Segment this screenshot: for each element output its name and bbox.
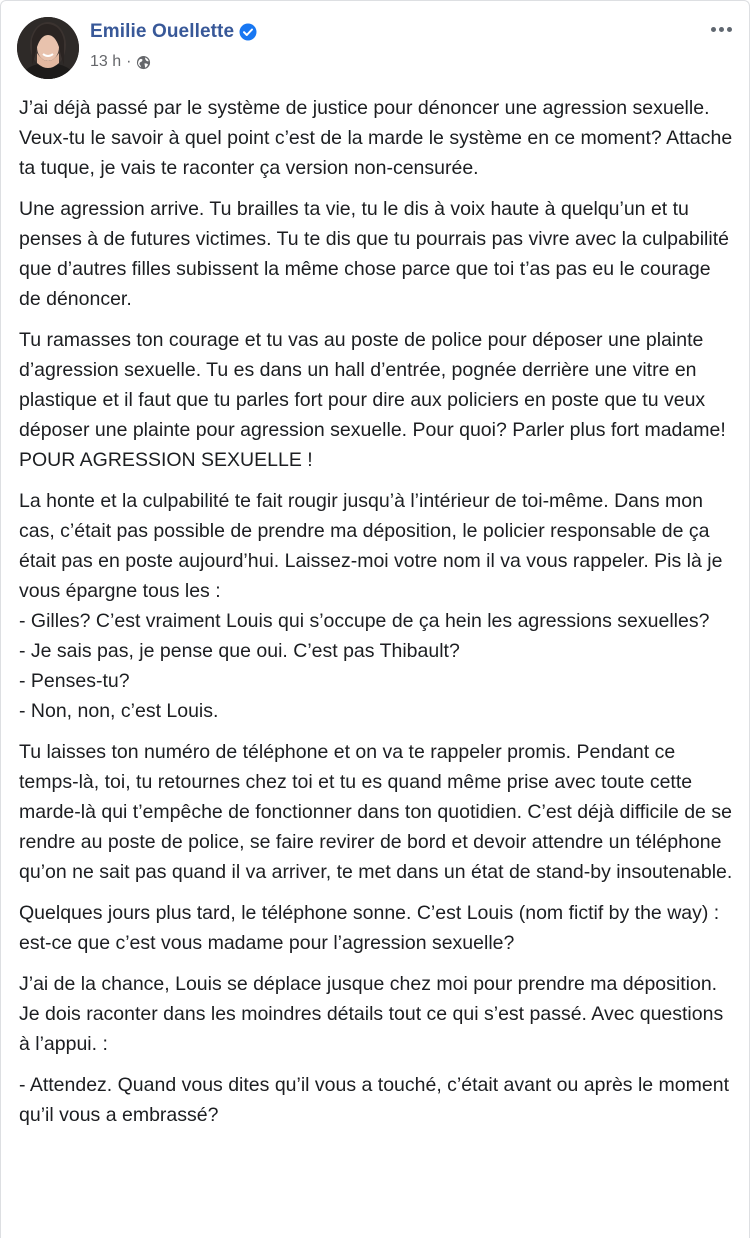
meta-separator: · bbox=[126, 53, 132, 70]
post-paragraph: Une agression arrive. Tu brailles ta vie, tu le dis à voix haute à quelqu’un et tu penses à de futures victimes. Tu te dis que tu pourrais pas vivre avec la culpabilité que d’autres filles subissent la même chose parce que toi t’as pas eu le courage de dénoncer. bbox=[19, 198, 729, 310]
author-name[interactable]: Emilie Ouellette bbox=[90, 21, 235, 42]
more-dot bbox=[727, 27, 732, 32]
post-paragraph: La honte et la culpabilité te fait rougir jusqu’à l’intérieur de toi-même. Dans mon cas, c’était pas possible de prendre ma déposition, le policier responsable de ça était pas en poste aujourd’hui. Laissez-moi votre nom il va vous rappeler. Pis là je vous épargne tous les : - Gilles? C’est vraiment Louis qui s’occupe de ça hein les agressions sexuelles? - Je sais pas, je pense que oui. C’est pas Thibault? - Penses-tu? - Non, non, c’est Louis. bbox=[19, 490, 723, 722]
author-line bbox=[90, 21, 257, 43]
post-paragraph: J’ai de la chance, Louis se déplace jusque chez moi pour prendre ma déposition. Je dois raconter dans les moindres détails tout ce qui s’est passé. Avec questions à l’appui. : bbox=[19, 973, 724, 1055]
avatar-image bbox=[17, 17, 79, 79]
post-paragraph: Tu ramasses ton courage et tu vas au poste de police pour déposer une plainte d’agression sexuelle. Tu es dans un hall d’entrée, pognée derrière une vitre en plastique et il faut que tu parles fort pour dire aux policiers en poste que tu veux déposer une plainte pour agression sexuelle. Pour quoi? Parler plus fort madame! POUR AGRESSION SEXUELLE ! bbox=[19, 329, 726, 471]
post-header bbox=[1, 1, 749, 91]
verified-badge-icon bbox=[239, 23, 257, 41]
post-paragraph: - Attendez. Quand vous dites qu’il vous a touché, c’était avant ou après le moment qu’il vous a embrassé? bbox=[19, 1074, 729, 1126]
avatar[interactable] bbox=[17, 17, 79, 79]
more-dot bbox=[711, 27, 716, 32]
post-paragraph: Quelques jours plus tard, le téléphone sonne. C’est Louis (nom fictif by the way) : est-ce que c’est vous madame pour l’agression sexuelle? bbox=[19, 902, 720, 954]
post-paragraph: Tu laisses ton numéro de téléphone et on va te rappeler promis. Pendant ce temps-là, toi, tu retournes chez toi et tu es quand même prise avec toute cette marde-là qui t’empêche de fonctionner dans ton quotidien. C’est déjà difficile de se rendre au poste de police, se faire revirer de bord et devoir attendre un téléphone qu’on ne sait pas quand il va arriver, te met dans un état de stand-by insoutenable. bbox=[19, 741, 733, 883]
post-text bbox=[19, 93, 737, 1141]
timestamp[interactable]: 13 h bbox=[90, 53, 122, 70]
more-dot bbox=[719, 27, 724, 32]
globe-icon[interactable] bbox=[136, 55, 151, 70]
post-paragraph: J’ai déjà passé par le système de justice pour dénoncer une agression sexuelle. Veux-tu le savoir à quel point c’est de la marde le système en ce moment? Attache ta tuque, je vais te raconter ça version non-censurée. bbox=[19, 97, 733, 179]
more-options-icon[interactable] bbox=[707, 19, 735, 39]
post-meta bbox=[90, 53, 151, 71]
